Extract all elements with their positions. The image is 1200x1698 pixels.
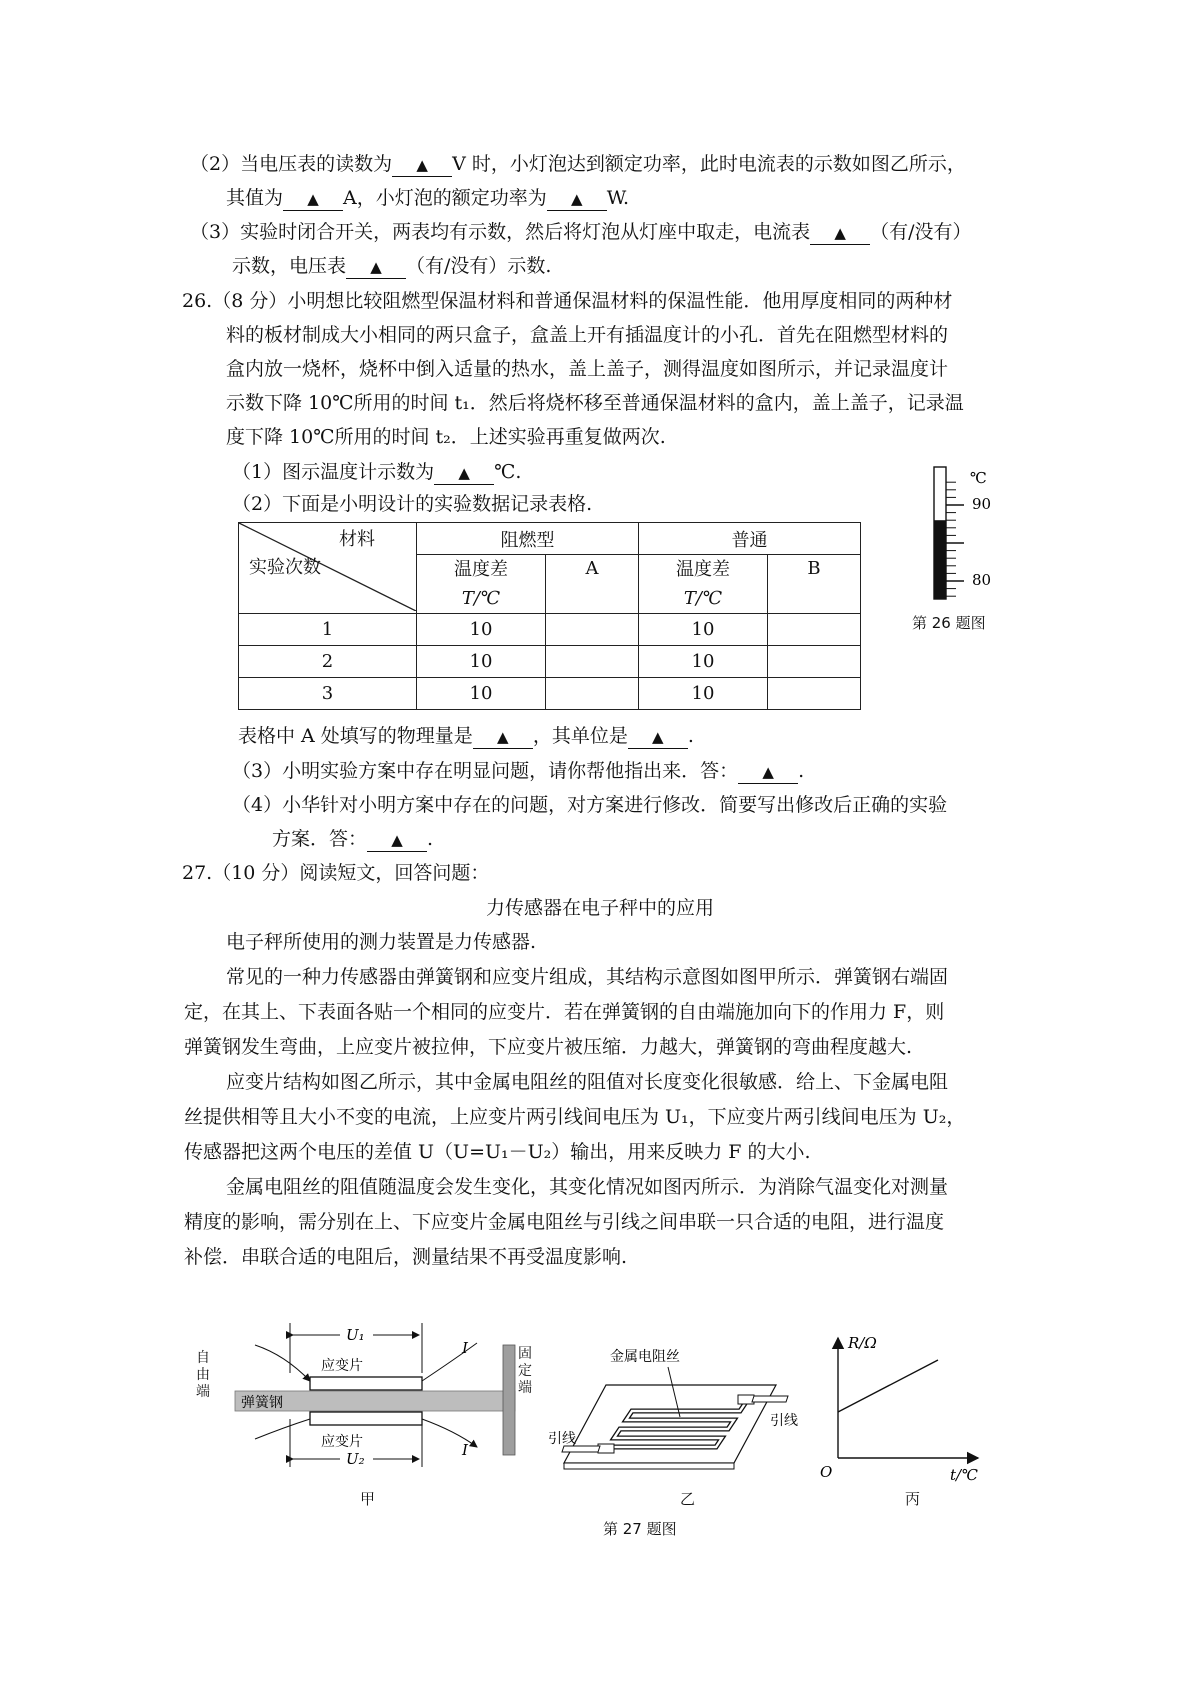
free-end-label: 自 由 端 [196, 1350, 210, 1400]
thermometer-unit: ℃ [970, 469, 987, 487]
q27-para-line5: 应变片结构如图乙所示，其中金属电阻丝的阻值对长度变化很敏感．给上、下金属电阻 [226, 1071, 949, 1093]
resistance-line [838, 1360, 938, 1412]
x-axis-label: t/℃ [950, 1466, 978, 1484]
temp-diff-value: 10 [417, 614, 546, 646]
temp-diff-value: 10 [639, 646, 768, 678]
q26-intro-line3: 盒内放一烧杯，烧杯中倒入适量的热水，盖上盖子，测得温度如图所示，并记录温度计 [226, 358, 949, 380]
top-strain-gauge [310, 1377, 422, 1390]
q26-p3-text: （3）小明实验方案中存在明显问题，请你帮他指出来．答： [232, 760, 739, 782]
q25-part3-line2 [232, 252, 551, 280]
trial-number: 1 [239, 614, 417, 646]
table-subheader-temp1 [417, 555, 546, 614]
q26-part2: （2）下面是小明设计的实验数据记录表格. [232, 493, 593, 515]
current-bottom-label: I [462, 1441, 468, 1459]
q26-intro-line1: 26.（8 分）小明想比较阻燃型保温材料和普通保温材料的保温性能．他用厚度相同的两种材 [182, 290, 953, 312]
answer-blank[interactable]: ▲ [738, 760, 798, 784]
table-cell-empty[interactable] [546, 614, 639, 646]
scale-label-80: 80 [972, 571, 992, 589]
top-lead-in [255, 1345, 310, 1381]
q25-p2-text-e: W. [606, 187, 629, 209]
temp-unit-label: T/℃ [683, 588, 723, 609]
q27-para-line8: 金属电阻丝的阻值随温度会发生变化，其变化情况如图丙所示．为消除气温变化对测量 [226, 1176, 949, 1198]
pad-left [598, 1444, 614, 1453]
table-cell-empty[interactable] [768, 614, 861, 646]
thermometer-liquid [934, 520, 946, 599]
answer-blank[interactable]: ▲ [346, 255, 406, 279]
q27-article-title: 力传感器在电子秤中的应用 [485, 897, 714, 919]
corner-top-label: 材料 [339, 529, 375, 550]
figure-jia-label: 甲 [360, 1490, 376, 1508]
q26-p3-end: . [798, 760, 805, 782]
q25-p3-text-c: 示数，电压表 [232, 255, 347, 277]
q26-p4-end: . [427, 828, 434, 850]
top-gauge-label: 应变片 [321, 1358, 363, 1374]
lead-right-label: 引线 [770, 1413, 798, 1429]
q25-p2-text-c: 其值为 [226, 187, 284, 209]
q25-part3-line1 [190, 218, 972, 246]
q26-p1-unit: ℃. [494, 461, 522, 483]
answer-blank[interactable]: ▲ [473, 725, 533, 749]
answer-blank[interactable]: ▲ [434, 461, 494, 485]
q25-part2-line1 [190, 150, 966, 178]
q26-after-table [238, 722, 694, 750]
figure-bing-r-t-graph [820, 1330, 1000, 1485]
table-cell-empty[interactable] [546, 678, 639, 710]
lead-left-label: 引线 [548, 1431, 576, 1447]
q26-part1 [232, 458, 521, 486]
trial-number: 3 [239, 678, 417, 710]
spring-steel-label: 弹簧钢 [241, 1395, 283, 1411]
temp-unit-label: T/℃ [461, 588, 501, 609]
bottom-lead-out [422, 1419, 477, 1447]
q25-p3-text-d: （有/没有）示数. [406, 255, 552, 277]
corner-bottom-label: 实验次数 [249, 557, 321, 578]
q27-para-line4: 弹簧钢发生弯曲，上应变片被拉伸，下应变片被压缩．力越大，弹簧钢的弯曲程度越大. [184, 1036, 913, 1058]
temp-diff-label: 温度差 [676, 559, 730, 580]
answer-blank[interactable]: ▲ [547, 187, 607, 211]
u1-label: U₁ [346, 1326, 365, 1344]
answer-blank[interactable]: ▲ [628, 725, 688, 749]
q27-para-line7: 传感器把这两个电压的差值 U（U=U₁－U₂）输出，用来反映力 F 的大小. [184, 1141, 811, 1163]
q27-para-line10: 补偿．串联合适的电阻后，测量结果不再受温度影响. [184, 1246, 628, 1268]
top-lead-out [422, 1343, 477, 1381]
lead-right [752, 1396, 788, 1402]
temp-diff-value: 10 [639, 614, 768, 646]
bottom-lead-in [255, 1419, 310, 1439]
q25-p3-text-a: （3）实验时闭合开关，两表均有示数，然后将灯泡从灯座中取走，电流表 [190, 221, 811, 243]
q25-part2-line2 [226, 184, 629, 212]
bottom-strain-gauge [310, 1412, 422, 1425]
metal-wire-label: 金属电阻丝 [610, 1349, 680, 1365]
q27-para-line6: 丝提供相等且大小不变的电流，上应变片两引线间电压为 U₁，下应变片两引线间电压为 U₂， [184, 1106, 966, 1128]
table-cell-empty[interactable] [768, 646, 861, 678]
figure-yi-label: 乙 [680, 1490, 696, 1508]
answer-blank[interactable]: ▲ [810, 221, 870, 245]
thermometer-figure [920, 465, 1030, 605]
q25-p3-text-b: （有/没有） [870, 221, 972, 243]
temp-diff-value: 10 [639, 678, 768, 710]
pad-right [738, 1395, 754, 1404]
temp-diff-label: 温度差 [454, 559, 508, 580]
q25-p2-text-b: V 时，小灯泡达到额定功率，此时电流表的示数如图乙所示， [452, 153, 966, 175]
figure-bing-label: 丙 [905, 1490, 921, 1508]
figure-jia-force-sensor [215, 1315, 545, 1485]
q26-p1-text: （1）图示温度计示数为 [232, 461, 435, 483]
q26-part4-line2 [272, 825, 433, 853]
trial-number: 2 [239, 646, 417, 678]
q25-p2-text-d: A，小灯泡的额定功率为 [343, 187, 547, 209]
table-cell-empty[interactable] [546, 646, 639, 678]
table-col-b: B [768, 555, 861, 614]
table-col-a: A [546, 555, 639, 614]
table-header-group2: 普通 [639, 523, 861, 555]
table-corner-cell [239, 523, 417, 614]
figure-yi-strain-gauge [548, 1345, 808, 1475]
u2-label: U₂ [346, 1450, 365, 1468]
q26-intro-line2: 料的板材制成大小相同的两只盒子，盒盖上开有插温度计的小孔．首先在阻燃型材料的 [226, 324, 949, 346]
table-cell-empty[interactable] [768, 678, 861, 710]
temp-diff-value: 10 [417, 646, 546, 678]
q27-para-line2: 常见的一种力传感器由弹簧钢和应变片组成，其结构示意图如图甲所示．弹簧钢右端固 [226, 966, 949, 988]
table-row [239, 614, 861, 646]
gauge-base-edge [564, 1463, 734, 1469]
fixed-wall [503, 1345, 515, 1455]
current-top-label: I [462, 1339, 468, 1357]
bottom-gauge-label: 应变片 [321, 1434, 363, 1450]
table-header-group1: 阻燃型 [417, 523, 639, 555]
thermometer-scale [946, 482, 964, 596]
q26-p4-text: 方案．答： [272, 828, 368, 850]
q27-para-line3: 定，在其上、下表面各贴一个相同的应变片．若在弹簧钢的自由端施加向下的作用力 F，则 [184, 1001, 945, 1023]
fixed-end-label: 固 定 端 [518, 1346, 532, 1396]
q27-heading: 27.（10 分）阅读短文，回答问题： [182, 862, 490, 884]
q27-para-line9: 精度的影响，需分别在上、下应变片金属电阻丝与引线之间串联一只合适的电阻，进行温度 [184, 1211, 945, 1233]
table-row [239, 678, 861, 710]
after-table-text-b: ，其单位是 [532, 725, 628, 747]
answer-blank[interactable]: ▲ [392, 153, 452, 177]
origin-label: O [820, 1463, 833, 1481]
q26-part4-line1: （4）小华针对小明方案中存在的问题，对方案进行修改．简要写出修改后正确的实验 [232, 794, 948, 816]
table-row [239, 646, 861, 678]
figure-26-caption: 第 26 题图 [912, 614, 986, 632]
table-subheader-temp2 [639, 555, 768, 614]
scale-label-90: 90 [972, 495, 992, 513]
after-table-text-a: 表格中 A 处填写的物理量是 [238, 725, 473, 747]
experiment-record-table [238, 522, 861, 710]
answer-blank[interactable]: ▲ [367, 828, 427, 852]
y-axis-label: R/Ω [848, 1334, 877, 1352]
q26-intro-line4: 示数下降 10℃所用的时间 t₁．然后将烧杯移至普通保温材料的盒内，盖上盖子，记录温 [226, 392, 964, 414]
q25-p2-text-a: （2）当电压表的读数为 [190, 153, 393, 175]
figure-27-caption: 第 27 题图 [603, 1520, 677, 1538]
q26-intro-line5: 度下降 10℃所用的时间 t₂．上述实验再重复做两次. [226, 426, 666, 448]
after-table-text-c: . [687, 725, 694, 747]
q26-part3 [232, 757, 804, 785]
q27-para-line1: 电子秤所使用的测力装置是力传感器. [226, 931, 537, 953]
answer-blank[interactable]: ▲ [283, 187, 343, 211]
temp-diff-value: 10 [417, 678, 546, 710]
